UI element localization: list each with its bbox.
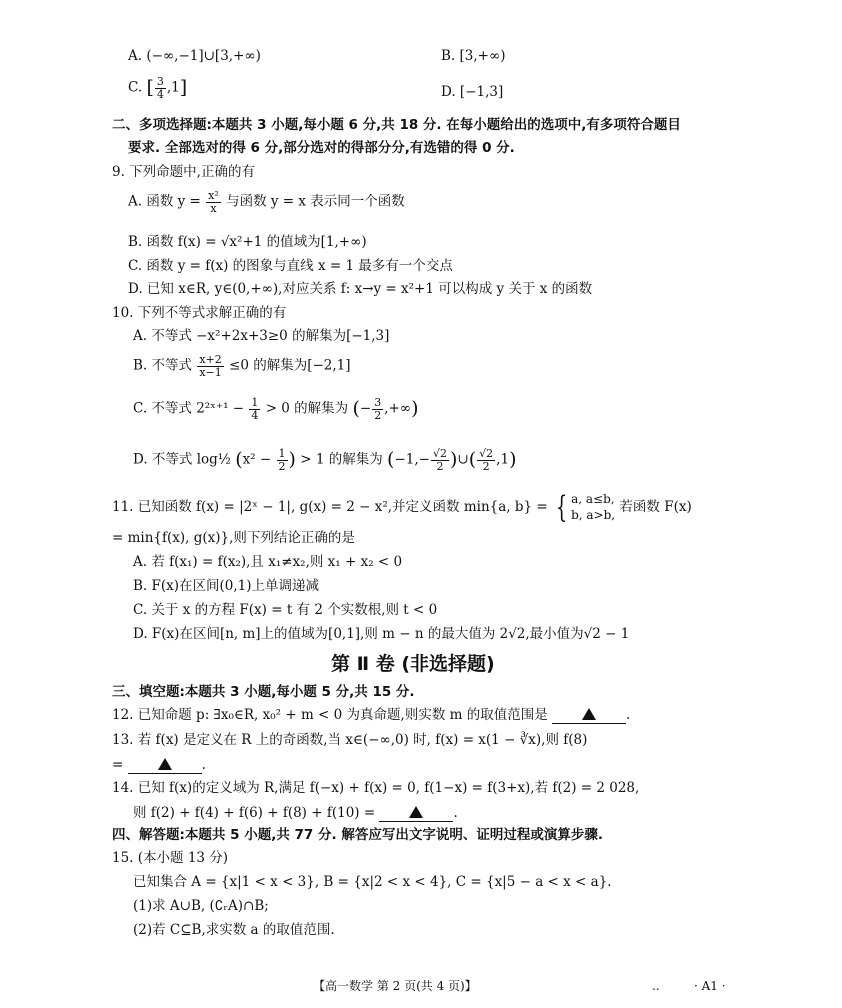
q12-text: 12. 已知命题 p: ∃x₀∈R, x₀² + m < 0 为真命题,则实数 m 的取值范围是	[112, 707, 548, 723]
q10-b-num: x+2	[199, 353, 222, 366]
footer-code: · A1 ·	[694, 979, 726, 993]
q15-part1: (1)求 A∪B, (∁ᵣA)∩B;	[133, 898, 269, 914]
q10-c-num2: 3	[374, 396, 382, 409]
q10-option-a: A. 不等式 −x²+2x+3≥0 的解集为[−1,3]	[133, 328, 390, 344]
q13-eq: =	[112, 757, 124, 773]
q10-c-post: ,+∞	[384, 400, 412, 417]
q11-option-b: B. F(x)在区间(0,1)上单调递减	[133, 578, 320, 594]
part4-heading: 四、解答题:本题共 5 小题,共 77 分. 解答应写出文字说明、证明过程或演算步骤.	[112, 827, 603, 843]
page-footer: 【高一数学 第 2 页(共 4 页)】	[313, 979, 477, 993]
q9-option-c: C. 函数 y = f(x) 的图象与直线 x = 1 最多有一个交点	[128, 258, 453, 274]
part2-heading-line2: 要求. 全部选对的得 6 分,部分选对的得部分分,有选错的得 0 分.	[128, 140, 515, 156]
q10-option-c: C. 不等式 2²ˣ⁺¹ − $\frac{1}{4}$ > 0 的解集为 (− $\frac{3}{2}$ ,+∞)	[133, 396, 419, 422]
q12-answer-blank	[552, 708, 626, 724]
q14-answer-blank	[379, 806, 453, 822]
q13-line2: = .	[112, 757, 206, 773]
q9-a-den: x	[210, 201, 217, 215]
q10-d-mid2: > 1 的解集为	[300, 451, 383, 468]
q8-c-num: 3	[156, 75, 164, 88]
part3-heading: 三、填空题:本题共 3 小题,每小题 5 分,共 15 分.	[112, 684, 415, 700]
q10-option-b	[133, 354, 351, 378]
q11-stem: 11. 已知函数 f(x) = |2ˣ − 1|, g(x) = 2 − x²,并定义函数 min{a, b} = { a, a≤b, b, a>b, 若函数 F(x)	[112, 489, 692, 525]
q11-piecewise	[571, 492, 615, 523]
q8-c-fraction	[155, 76, 166, 100]
q11-pre: 11. 已知函数 f(x) = |2ˣ − 1|, g(x) = 2 − x²,并定义函数 min{a, b} =	[112, 499, 548, 516]
q10-b-post: ≤0 的解集为[−2,1]	[229, 357, 351, 374]
part2-heading-line1: 二、多项选择题:本题共 3 小题,每小题 6 分,共 18 分. 在每小题给出的选项中,有多项符合题目	[112, 117, 681, 133]
q8-c-post: ,1	[166, 79, 180, 96]
footer-mark: ..	[652, 979, 660, 993]
q10-d-fraction3	[477, 448, 495, 472]
q11-case2: b, a>b,	[571, 507, 616, 522]
q11-case1: a, a≤b,	[571, 492, 615, 506]
q12: 12. 已知命题 p: ∃x₀∈R, x₀² + m < 0 为真命题,则实数 m 的取值范围是 .	[112, 707, 631, 723]
q11-stem-line2: = min{f(x), g(x)},则下列结论正确的是	[112, 530, 355, 546]
q8-option-c: C. [ $\frac{3}{4}$ ,1]	[128, 75, 188, 101]
q10-c-pre: C. 不等式 2²ˣ⁺¹ −	[133, 400, 245, 417]
q10-c-den1: 4	[251, 408, 259, 422]
q11-option-a: A. 若 f(x₁) = f(x₂),且 x₁≠x₂,则 x₁ + x₂ < 0	[133, 554, 403, 570]
q8-option-b: B. [3,+∞)	[441, 48, 506, 64]
q10-d-post: ,1	[496, 451, 510, 468]
q10-d-num1: 1	[278, 447, 286, 460]
q9-stem: 9. 下列命题中,正确的有	[112, 164, 255, 180]
q10-d-num3: √2	[479, 447, 494, 460]
q10-d-den1: 2	[278, 459, 286, 473]
q9-option-d: D. 已知 x∈R, y∈(0,+∞),对应关系 f: x→y = x²+1 可以构成 y 关于 x 的函数	[128, 281, 593, 297]
q10-c-den2: 2	[374, 408, 382, 422]
q14-line1: 14. 已知 f(x)的定义域为 R,满足 f(−x) + f(x) = 0, f(1−x) = f(3+x),若 f(2) = 2 028,	[112, 780, 640, 796]
q10-option-d: D. 不等式 log½ (x² − $\frac{1}{2}$ ) > 1 的解集为 (−1,− $\frac{√2}{2}$ )∪( $\frac{√2}{2}$ ,1)	[133, 447, 517, 473]
q9-a-post: 与函数 y = x 表示同一个函数	[226, 193, 405, 210]
q10-c-mid: > 0 的解集为	[265, 400, 349, 417]
q10-b-den: x−1	[199, 365, 222, 379]
triangle-icon	[158, 758, 172, 770]
q15-part2: (2)若 C⊆B,求实数 a 的取值范围.	[133, 922, 335, 938]
q13-line1: 13. 若 f(x) 是定义在 R 上的奇函数,当 x∈(−∞,0) 时, f(x) = x(1 − ∛x),则 f(8)	[112, 732, 588, 748]
q14-text: 则 f(2) + f(4) + f(6) + f(8) + f(10) =	[133, 805, 376, 821]
q9-a-num: x²	[208, 189, 219, 202]
q10-d-den3: 2	[482, 459, 490, 473]
q8-c-label: C.	[128, 79, 143, 96]
q8-c-den: 4	[156, 87, 164, 101]
q10-d-den2: 2	[436, 459, 444, 473]
q10-d-fraction2	[431, 448, 449, 472]
q10-d-a: −1,−	[394, 451, 430, 468]
triangle-icon	[582, 708, 596, 720]
q13-answer-blank	[128, 758, 202, 774]
q10-b-pre: B. 不等式	[133, 357, 193, 374]
q11-option-d: D. F(x)在区间[n, m]上的值域为[0,1],则 m − n 的最大值为 2√2,最小值为√2 − 1	[133, 626, 630, 642]
q10-stem: 10. 下列不等式求解正确的有	[112, 305, 287, 321]
q9-option-a	[128, 190, 405, 214]
q11-option-c: C. 关于 x 的方程 F(x) = t 有 2 个实数根,则 t < 0	[133, 602, 438, 618]
q8-option-a: A. (−∞,−1]∪[3,+∞)	[128, 48, 261, 64]
volume-2-title: 第 Ⅱ 卷 (非选择题)	[331, 653, 495, 675]
q10-c-fraction2	[372, 397, 383, 421]
q9-a-pre: A. 函数 y =	[128, 193, 201, 210]
q10-d-fraction1	[277, 448, 288, 472]
triangle-icon	[409, 806, 423, 818]
q10-d-cup: ∪	[457, 451, 469, 468]
q9-a-fraction	[206, 190, 221, 214]
q15-head: 15. (本小题 13 分)	[112, 850, 229, 866]
q10-d-num2: √2	[432, 447, 447, 460]
q14-line2: 则 f(2) + f(4) + f(6) + f(8) + f(10) = .	[133, 805, 458, 821]
q8-option-d: D. [−1,3]	[441, 84, 504, 100]
q10-d-pre: D. 不等式 log½	[133, 451, 231, 468]
q10-d-mid: x² −	[242, 451, 272, 468]
q10-b-fraction	[197, 354, 223, 378]
q9-option-b: B. 函数 f(x) = √x²+1 的值域为[1,+∞)	[128, 234, 367, 250]
q10-c-num1: 1	[251, 396, 259, 409]
q11-post: 若函数 F(x)	[619, 499, 692, 516]
q10-c-fraction1	[249, 397, 260, 421]
q15-given: 已知集合 A = {x|1 < x < 3}, B = {x|2 < x < 4}, C = {x|5 − a < x < a}.	[133, 874, 612, 890]
